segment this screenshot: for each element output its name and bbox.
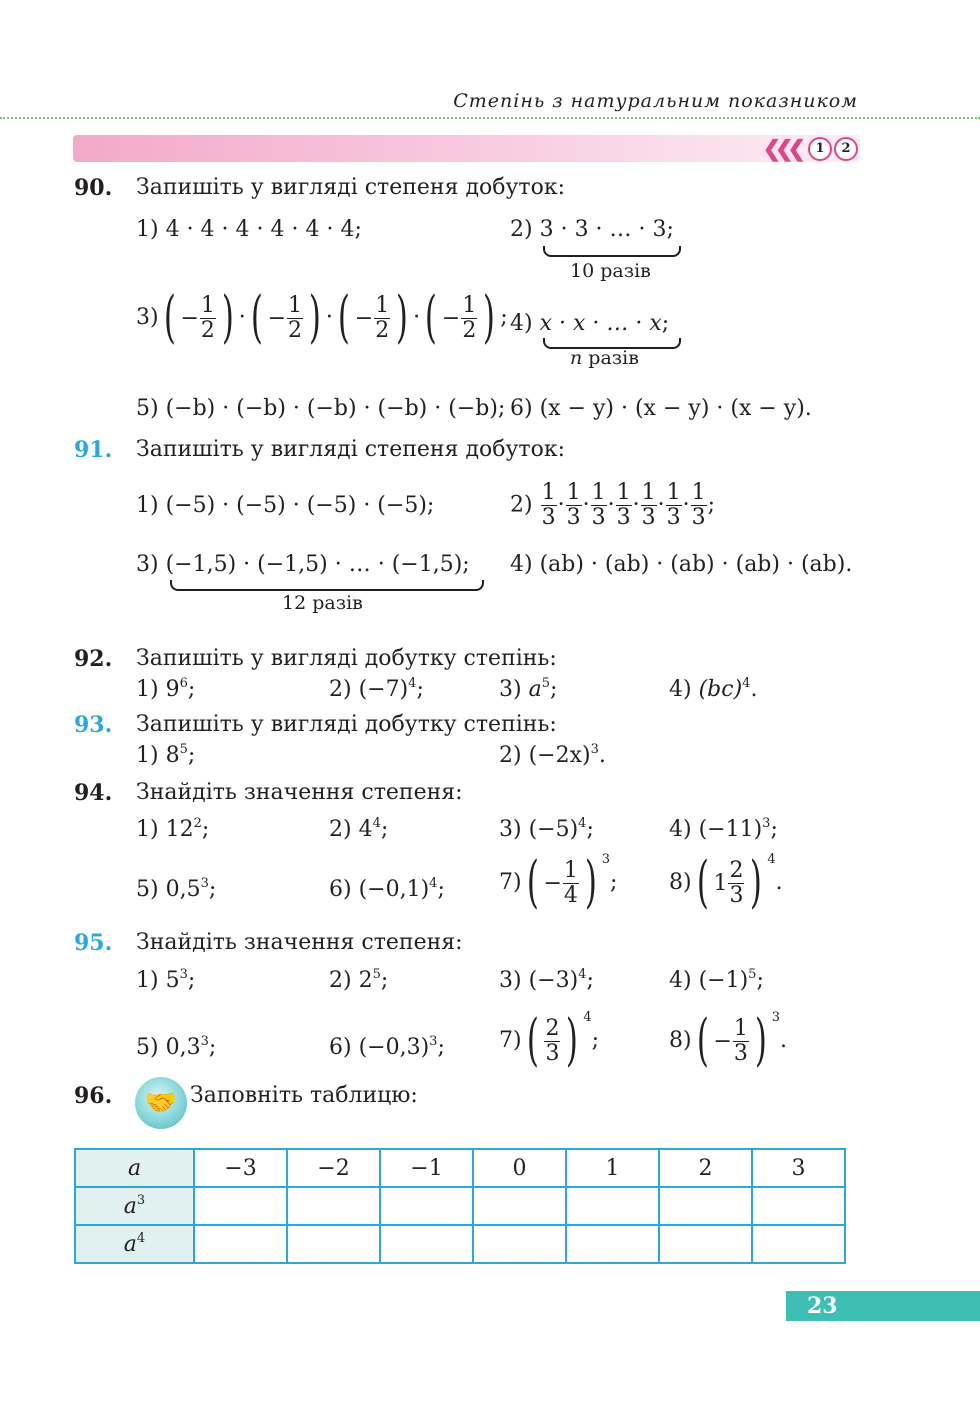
task-95-item-4 [669, 968, 764, 993]
empty-cell [194, 1225, 287, 1263]
denominator: 2 [200, 317, 215, 343]
dot: · [413, 305, 421, 330]
task-95-item-3 [499, 968, 594, 993]
variable: n [570, 347, 583, 369]
empty-cell [659, 1187, 752, 1225]
task-92-item-2 [329, 677, 424, 702]
denominator: 3 [666, 505, 681, 530]
denominator: 3 [545, 1040, 560, 1066]
base: 1) 9 [136, 677, 180, 702]
table-row [75, 1187, 845, 1225]
paren-fraction: ( − $\frac{1}{2}$ ) [337, 285, 409, 350]
punct: ; [187, 743, 196, 768]
variable: a [528, 677, 542, 702]
exponent: 3 [136, 1192, 146, 1208]
denominator: 3 [691, 505, 706, 530]
base: 5) 0,5 [136, 877, 201, 902]
empty-cell [194, 1187, 287, 1225]
numerator: 2 [545, 1015, 560, 1041]
punct: . [775, 870, 783, 895]
word: разів [588, 347, 639, 369]
task-91-prompt: Запишіть у вигляді степеня добуток: [136, 437, 566, 462]
table-cell: −3 [194, 1149, 287, 1187]
table-row [75, 1225, 845, 1263]
underbrace-label [570, 347, 639, 369]
punct: ; [187, 677, 196, 702]
punct: ; [208, 877, 217, 902]
task-93-item-1 [136, 743, 195, 768]
header-divider [0, 117, 980, 119]
exponent: 4 [583, 1010, 592, 1025]
base: 1) 12 [136, 817, 194, 842]
paren-fraction: ( − $\frac{1}{4}$ ) [526, 850, 597, 915]
item-label: 7) [499, 870, 522, 895]
minus-sign: − [543, 870, 562, 896]
difficulty-level-indicator [763, 136, 858, 162]
task-93-item-2 [499, 743, 606, 768]
handshake-icon: 🤝 [135, 1077, 187, 1129]
variable: (bc) [698, 677, 743, 702]
base: 5) 0,3 [136, 1035, 201, 1060]
exponent: 4 [408, 676, 417, 691]
denominator: 3 [729, 882, 744, 908]
empty-cell [380, 1225, 473, 1263]
underbrace [543, 246, 681, 257]
level-badge-2: 2 [834, 137, 858, 161]
task-number-90: 90. [74, 175, 113, 201]
base: 1) 5 [136, 968, 180, 993]
exponent: 2 [193, 816, 202, 831]
underbrace [170, 580, 484, 591]
minus-sign: − [267, 305, 287, 331]
fill-in-table [74, 1148, 846, 1264]
base: 4) (−1) [669, 968, 749, 993]
dot: · [657, 492, 665, 518]
table-header-cell [75, 1149, 194, 1187]
item-label: 3) [499, 677, 522, 702]
numerator: 1 [616, 480, 631, 505]
running-title: Степінь з натуральним показником [453, 90, 858, 112]
expression: x · x · … · x [539, 311, 662, 336]
base: 2) 4 [329, 817, 373, 842]
exponent: 3 [429, 1034, 438, 1049]
numerator: 1 [541, 480, 556, 505]
empty-cell [287, 1225, 380, 1263]
dot: · [582, 492, 590, 518]
minus-sign: − [354, 305, 374, 331]
denominator: 4 [563, 882, 578, 908]
chevrons-icon: ❮❮❮ [762, 136, 800, 162]
table-cell: 1 [566, 1149, 659, 1187]
task-96-prompt: Заповніть таблицю: [190, 1083, 418, 1108]
task-95-item-7 [499, 1008, 600, 1073]
numerator: 2 [729, 857, 744, 883]
item-label: 2) [510, 217, 533, 242]
dot: · [238, 305, 246, 330]
task-93-prompt: Запишіть у вигляді добутку степінь: [136, 712, 557, 737]
task-90-item-2 [510, 217, 674, 242]
whole-part: 1 [713, 870, 728, 896]
task-90-item-5: 5) (−b) · (−b) · (−b) · (−b) · (−b); [136, 396, 506, 421]
task-94-item-7 [499, 850, 618, 915]
variable: a [127, 1155, 142, 1181]
punct: ; [610, 870, 618, 895]
item-label: 4) [510, 311, 533, 336]
expression: 3 · 3 · … · 3 [539, 217, 667, 242]
task-95-prompt: Знайдіть значення степеня: [136, 930, 463, 955]
paren-fraction: ( $\frac{2}{3}$ ) [526, 1008, 579, 1073]
task-number-92: 92. [74, 646, 113, 672]
table-row [75, 1149, 845, 1187]
punct: ; [500, 305, 508, 330]
level-band [73, 135, 860, 162]
table-header-cell [75, 1225, 194, 1263]
task-number-93: 93. [74, 712, 113, 738]
punct: . [598, 743, 606, 768]
empty-cell [752, 1225, 845, 1263]
base: 6) (−0,3) [329, 1035, 430, 1060]
punct: ; [187, 968, 196, 993]
exponent: 5 [179, 742, 188, 757]
table-cell: −1 [380, 1149, 473, 1187]
denominator: 2 [375, 317, 390, 343]
exponent: 3 [179, 967, 188, 982]
paren-fraction: ( − $\frac{1}{2}$ ) [163, 285, 234, 350]
base: 3) (−3) [499, 968, 579, 993]
task-94-item-2 [329, 817, 388, 842]
paren-fraction: ( 1 $\frac{2}{3}$ ) [696, 850, 763, 915]
numerator: 1 [462, 292, 477, 318]
task-95-item-2 [329, 968, 388, 993]
numerator: 1 [666, 480, 681, 505]
punct: ; [416, 677, 424, 702]
task-94-item-5 [136, 877, 216, 902]
numerator: 1 [200, 292, 215, 318]
punct: ; [591, 1028, 600, 1053]
exponent: 4 [578, 816, 587, 831]
exponent: 3 [762, 816, 771, 831]
numerator: 1 [733, 1015, 748, 1041]
task-91-item-3 [136, 552, 470, 577]
base: 6) (−0,1) [329, 877, 430, 902]
dot: · [557, 492, 565, 518]
variable: a [123, 1231, 137, 1257]
punct: ; [770, 817, 778, 842]
task-94-prompt: Знайдіть значення степеня: [136, 780, 463, 805]
denominator: 3 [616, 505, 631, 530]
task-95-item-6 [329, 1035, 445, 1060]
task-95-item-1 [136, 968, 195, 993]
exponent: 3 [601, 852, 611, 867]
item-label: 3) [136, 305, 159, 330]
task-91-item-4: 4) (ab) · (ab) · (ab) · (ab) · (ab). [510, 552, 853, 577]
punct: ; [462, 552, 470, 577]
item-label: 7) [499, 1028, 522, 1053]
denominator: 3 [733, 1040, 748, 1066]
base: 2) (−7) [329, 677, 409, 702]
base: 4) (−11) [669, 817, 763, 842]
table-header-cell [75, 1187, 194, 1225]
paren-fraction: ( − $\frac{1}{2}$ ) [424, 285, 496, 350]
table-cell: 3 [752, 1149, 845, 1187]
exponent: 4 [372, 816, 381, 831]
underbrace-label: 10 разів [570, 260, 651, 282]
punct: ; [550, 677, 558, 702]
minus-sign: − [441, 305, 461, 331]
denominator: 2 [462, 317, 477, 343]
task-92-prompt: Запишіть у вигляді добутку степінь: [136, 646, 557, 671]
empty-cell [566, 1225, 659, 1263]
numerator: 1 [563, 857, 578, 883]
denominator: 3 [566, 505, 581, 530]
empty-cell [659, 1225, 752, 1263]
task-94-item-1 [136, 817, 209, 842]
task-94-item-6 [329, 877, 445, 902]
punct: ; [707, 492, 716, 518]
minus-sign: − [180, 305, 199, 331]
denominator: 3 [641, 505, 656, 530]
item-label: 3) [136, 552, 159, 577]
task-94-item-8 [669, 850, 783, 915]
task-92-item-1 [136, 677, 195, 702]
task-94-item-3 [499, 817, 594, 842]
empty-cell [566, 1187, 659, 1225]
task-90-item-1: 1) 4 · 4 · 4 · 4 · 4 · 4; [136, 217, 362, 242]
exponent: 3 [200, 1034, 209, 1049]
punct: . [750, 677, 758, 702]
task-95-item-8 [669, 1008, 788, 1073]
exponent: 4 [429, 876, 438, 891]
empty-cell [752, 1187, 845, 1225]
empty-cell [473, 1225, 566, 1263]
exponent: 5 [372, 967, 381, 982]
paren-fraction: ( − $\frac{1}{2}$ ) [250, 285, 321, 350]
base: 1) 8 [136, 743, 180, 768]
level-badge-1: 1 [808, 137, 832, 161]
dot: · [682, 492, 690, 518]
base: 2) 2 [329, 968, 373, 993]
punct: ; [437, 877, 445, 902]
expression: (−1,5) · (−1,5) · … · (−1,5) [165, 552, 463, 577]
item-label: 4) [669, 677, 692, 702]
numerator: 1 [691, 480, 706, 505]
exponent: 4 [578, 967, 587, 982]
task-90-item-3 [136, 285, 508, 350]
dot: · [607, 492, 615, 518]
denominator: 3 [591, 505, 606, 530]
minus-sign: − [713, 1028, 732, 1054]
item-label: 8) [669, 870, 692, 895]
task-92-item-4 [669, 677, 757, 702]
task-91-item-1: 1) (−5) · (−5) · (−5) · (−5); [136, 493, 435, 518]
exponent: 5 [748, 967, 757, 982]
exponent: 4 [136, 1230, 146, 1246]
exponent: 3 [771, 1010, 781, 1025]
task-91-item-2 [510, 481, 715, 530]
task-number-94: 94. [74, 780, 113, 806]
punct: ; [380, 817, 389, 842]
base: 3) (−5) [499, 817, 579, 842]
underbrace-label: 12 разів [282, 592, 363, 614]
variable: a [123, 1193, 137, 1219]
empty-cell [473, 1187, 566, 1225]
exponent: 6 [179, 676, 188, 691]
exponent: 5 [541, 676, 550, 691]
numerator: 1 [566, 480, 581, 505]
punct: ; [666, 217, 674, 242]
dot: · [325, 305, 333, 330]
punct: ; [586, 968, 594, 993]
exponent: 4 [742, 676, 751, 691]
punct: ; [661, 311, 670, 336]
punct: ; [208, 1035, 217, 1060]
exponent: 3 [200, 876, 209, 891]
base: 2) (−2x) [499, 743, 591, 768]
numerator: 1 [641, 480, 656, 505]
item-label: 8) [669, 1028, 692, 1053]
punct: ; [380, 968, 389, 993]
task-94-item-4 [669, 817, 778, 842]
task-92-item-3 [499, 677, 557, 702]
punct: . [780, 1028, 788, 1053]
dot: · [632, 492, 640, 518]
item-label: 2) [510, 492, 533, 518]
punct: ; [586, 817, 594, 842]
task-90-item-6: 6) (x − y) · (x − y) · (x − y). [510, 396, 812, 421]
punct: ; [756, 968, 764, 993]
task-90-prompt: Запишіть у вигляді степеня добуток: [136, 175, 566, 200]
punct: ; [437, 1035, 445, 1060]
empty-cell [380, 1187, 473, 1225]
denominator: 3 [541, 505, 556, 530]
task-number-96: 96. [74, 1083, 113, 1109]
numerator: 1 [591, 480, 606, 505]
exponent: 3 [590, 742, 599, 757]
table-cell: −2 [287, 1149, 380, 1187]
table-cell: 0 [473, 1149, 566, 1187]
task-number-91: 91. [74, 437, 113, 463]
numerator: 1 [375, 292, 390, 318]
empty-cell [287, 1187, 380, 1225]
task-95-item-5 [136, 1035, 216, 1060]
denominator: 2 [288, 317, 303, 343]
page-number: 23 [786, 1291, 980, 1321]
task-90-item-4 [510, 311, 669, 336]
paren-fraction: ( − $\frac{1}{3}$ ) [696, 1008, 767, 1073]
numerator: 1 [288, 292, 303, 318]
punct: ; [201, 817, 210, 842]
exponent: 4 [767, 852, 776, 867]
task-number-95: 95. [74, 930, 113, 956]
table-cell: 2 [659, 1149, 752, 1187]
